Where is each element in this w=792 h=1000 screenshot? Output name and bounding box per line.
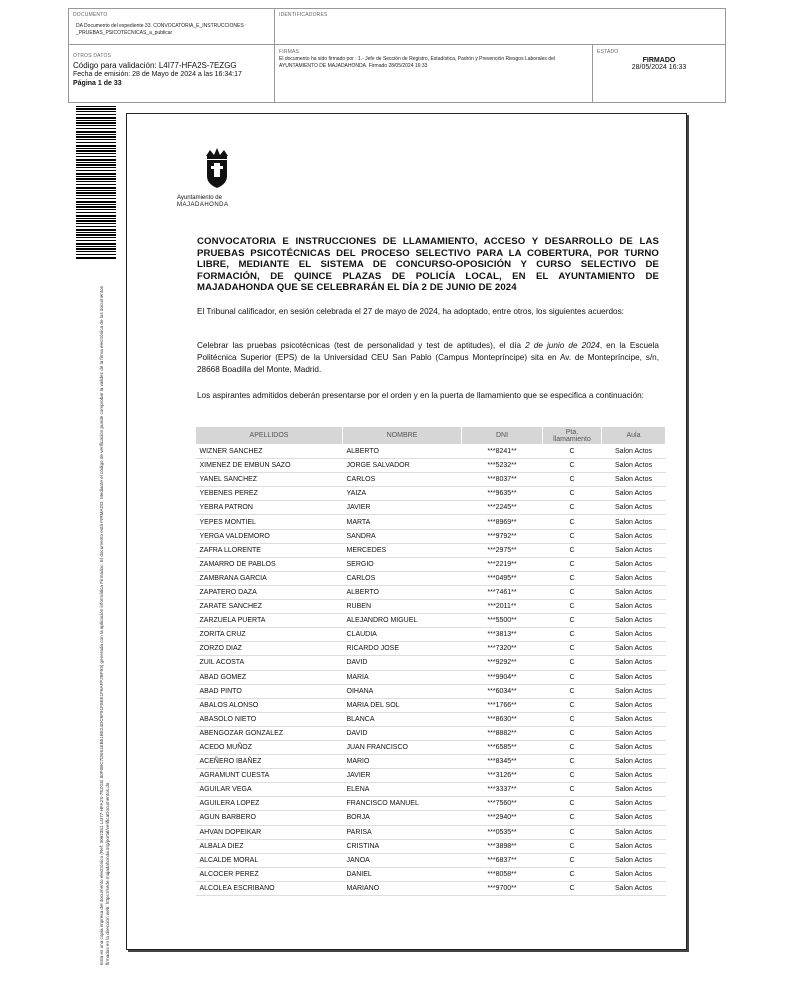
documento-text: DA Documento del expediente 33. CONVOCATORIA_E_INSTRUCCIONES _PRUEBAS_PSICOTÉCNICAS_a_publicar	[76, 23, 244, 36]
cell-dni: ***2245**	[462, 501, 543, 515]
cell-apellidos: ABENGOZAR GONZALEZ	[196, 726, 343, 740]
identificadores-cell	[275, 9, 725, 45]
cell-dni: ***9792**	[462, 529, 543, 543]
logo-line2: MAJADAHONDA	[177, 202, 229, 208]
cell-nombre: RICARDO JOSE	[343, 642, 462, 656]
table-row	[196, 712, 666, 726]
cell-aula: Salon Actos	[602, 600, 666, 614]
cell-nombre: DAVID	[343, 726, 462, 740]
cell-nombre: MARIO	[343, 755, 462, 769]
cell-aula: Salon Actos	[602, 473, 666, 487]
cell-nombre: JAVIER	[343, 769, 462, 783]
table-row	[196, 867, 666, 881]
cell-dni: ***8058**	[462, 867, 543, 881]
cell-nombre: CRISTINA	[343, 839, 462, 853]
col-dni: DNI	[462, 427, 543, 445]
cell-puerta: C	[543, 614, 602, 628]
cell-aula: Salon Actos	[602, 684, 666, 698]
barcode-image	[76, 106, 116, 259]
otros-datos-label: OTROS DATOS	[73, 53, 112, 59]
table-row	[196, 642, 666, 656]
cell-dni: ***3126**	[462, 769, 543, 783]
cell-aula: Salon Actos	[602, 881, 666, 895]
cell-nombre: MARTA	[343, 515, 462, 529]
municipal-logo	[177, 146, 257, 209]
cell-nombre: MARIA DEL SOL	[343, 698, 462, 712]
cell-puerta: C	[543, 853, 602, 867]
table-row	[196, 543, 666, 557]
cell-nombre: DAVID	[343, 656, 462, 670]
cell-puerta: C	[543, 684, 602, 698]
cell-apellidos: ZAFRA LLORENTE	[196, 543, 343, 557]
estado-cell	[593, 45, 725, 102]
cell-dni: ***8630**	[462, 712, 543, 726]
cell-dni: ***2011**	[462, 600, 543, 614]
cell-puerta: C	[543, 571, 602, 585]
cell-dni: ***8969**	[462, 515, 543, 529]
cell-puerta: C	[543, 881, 602, 895]
cell-aula: Salon Actos	[602, 529, 666, 543]
cell-apellidos: WIZNER SANCHEZ	[196, 445, 343, 459]
cell-aula: Salon Actos	[602, 459, 666, 473]
cell-apellidos: ACEDO MUÑOZ	[196, 740, 343, 754]
table-row	[196, 614, 666, 628]
cell-apellidos: ALBALA DIEZ	[196, 839, 343, 853]
candidates-table	[195, 426, 666, 896]
cell-dni: ***1766**	[462, 698, 543, 712]
table-row	[196, 797, 666, 811]
cell-apellidos: YANEL SANCHEZ	[196, 473, 343, 487]
cell-aula: Salon Actos	[602, 726, 666, 740]
cell-puerta: C	[543, 867, 602, 881]
cell-puerta: C	[543, 515, 602, 529]
table-row	[196, 501, 666, 515]
cell-apellidos: ABAD PINTO	[196, 684, 343, 698]
col-nombre: NOMBRE	[343, 427, 462, 445]
cell-nombre: JUAN FRANCISCO	[343, 740, 462, 754]
cell-nombre: ELENA	[343, 783, 462, 797]
table-row	[196, 571, 666, 585]
paragraph-celebrar	[197, 340, 659, 376]
cell-dni: ***2975**	[462, 543, 543, 557]
cell-dni: ***2940**	[462, 811, 543, 825]
estado-date: 28/05/2024 16:33	[631, 64, 687, 71]
cell-apellidos: XIMENEZ DE EMBUN SAZO	[196, 459, 343, 473]
firmas-label: FIRMAS	[279, 49, 300, 55]
emission-date: Fecha de emisión: 28 de Mayo de 2024 a las 16:34:17	[73, 71, 242, 78]
cell-dni: ***9700**	[462, 881, 543, 895]
cell-apellidos: ZAMBRANA GARCIA	[196, 571, 343, 585]
cell-nombre: SANDRA	[343, 529, 462, 543]
logo-line1: Ayuntamiento de	[177, 195, 222, 201]
table-row	[196, 769, 666, 783]
cell-aula: Salon Actos	[602, 656, 666, 670]
cell-dni: ***8241**	[462, 445, 543, 459]
paragraph-tribunal: El Tribunal calificador, en sesión celebrada el 27 de mayo de 2024, ha adoptado, entre otros, los siguientes acuerdos:	[197, 307, 624, 316]
cell-aula: Salon Actos	[602, 825, 666, 839]
cell-aula: Salon Actos	[602, 698, 666, 712]
table-row	[196, 783, 666, 797]
cell-dni: ***8037**	[462, 473, 543, 487]
paragraph-celebrar-b: , en la Escuela Politécnica Superior (EPS) de la Universidad CEU San Pablo (Campus Montepríncipe) sita en Av. de Montepríncipe, s/n, 28668 Boadilla del Monte, Madrid.	[197, 341, 659, 374]
cell-apellidos: AGRAMUNT CUESTA	[196, 769, 343, 783]
validation-code: Código para validación: L4I77-HFA2S-7EZGG	[73, 61, 237, 70]
cell-dni: ***6585**	[462, 740, 543, 754]
cell-nombre: ALBERTO	[343, 445, 462, 459]
table-row	[196, 459, 666, 473]
cell-dni: ***6034**	[462, 684, 543, 698]
cell-puerta: C	[543, 459, 602, 473]
estado-label: ESTADO	[597, 49, 619, 55]
cell-apellidos: ZORITA CRUZ	[196, 628, 343, 642]
cell-dni: ***2219**	[462, 557, 543, 571]
cell-puerta: C	[543, 501, 602, 515]
col-aula: Aula	[602, 427, 666, 445]
cell-dni: ***9292**	[462, 656, 543, 670]
cell-aula: Salon Actos	[602, 501, 666, 515]
cell-puerta: C	[543, 642, 602, 656]
table-row	[196, 585, 666, 599]
cell-aula: Salon Actos	[602, 712, 666, 726]
cell-puerta: C	[543, 585, 602, 599]
cell-puerta: C	[543, 628, 602, 642]
cell-puerta: C	[543, 740, 602, 754]
cell-dni: ***3898**	[462, 839, 543, 853]
table-row	[196, 487, 666, 501]
table-row	[196, 726, 666, 740]
col-puerta: Pta. llamamiento	[543, 427, 602, 445]
cell-puerta: C	[543, 487, 602, 501]
cell-aula: Salon Actos	[602, 557, 666, 571]
cell-nombre: ALEJANDRO MIGUEL	[343, 614, 462, 628]
cell-nombre: JAVIER	[343, 501, 462, 515]
cell-puerta: C	[543, 473, 602, 487]
cell-puerta: C	[543, 445, 602, 459]
cell-apellidos: YEPES MONTIEL	[196, 515, 343, 529]
crown-shield-icon	[200, 146, 234, 190]
cell-dni: ***3813**	[462, 628, 543, 642]
table-row	[196, 670, 666, 684]
cell-nombre: BLANCA	[343, 712, 462, 726]
cell-apellidos: ZORZO DIAZ	[196, 642, 343, 656]
cell-aula: Salon Actos	[602, 585, 666, 599]
cell-apellidos: ZUIL ACOSTA	[196, 656, 343, 670]
cell-apellidos: ALCOLEA ESCRIBANO	[196, 881, 343, 895]
cell-nombre: BORJA	[343, 811, 462, 825]
cell-dni: ***3337**	[462, 783, 543, 797]
cell-apellidos: ZAMARRO DE PABLOS	[196, 557, 343, 571]
documento-label: DOCUMENTO	[73, 12, 108, 18]
table-row	[196, 839, 666, 853]
table-row	[196, 656, 666, 670]
table-header-row	[196, 427, 666, 445]
table-row	[196, 529, 666, 543]
table-row	[196, 557, 666, 571]
cell-nombre: YAIZA	[343, 487, 462, 501]
cell-nombre: MARIA	[343, 670, 462, 684]
cell-aula: Salon Actos	[602, 783, 666, 797]
table-row	[196, 740, 666, 754]
cell-aula: Salon Actos	[602, 445, 666, 459]
table-row	[196, 684, 666, 698]
cell-apellidos: ZAPATERO DAZA	[196, 585, 343, 599]
cell-nombre: OIHANA	[343, 684, 462, 698]
cell-dni: ***9904**	[462, 670, 543, 684]
table-row	[196, 825, 666, 839]
cell-aula: Salon Actos	[602, 642, 666, 656]
page-count: Página 1 de 33	[73, 80, 122, 87]
cell-nombre: JANOA	[343, 853, 462, 867]
cell-apellidos: YERGA VALDEMORO	[196, 529, 343, 543]
cell-aula: Salon Actos	[602, 867, 666, 881]
cell-nombre: CARLOS	[343, 571, 462, 585]
cell-nombre: FRANCISCO MANUEL	[343, 797, 462, 811]
cell-nombre: RUBEN	[343, 600, 462, 614]
cell-aula: Salon Actos	[602, 543, 666, 557]
cell-aula: Salon Actos	[602, 628, 666, 642]
col-apellidos: APELLIDOS	[196, 427, 343, 445]
cell-aula: Salon Actos	[602, 571, 666, 585]
cell-puerta: C	[543, 600, 602, 614]
cell-puerta: C	[543, 755, 602, 769]
cell-aula: Salon Actos	[602, 853, 666, 867]
cell-aula: Salon Actos	[602, 487, 666, 501]
cell-nombre: CLAUDIA	[343, 628, 462, 642]
firmas-cell	[275, 45, 593, 102]
cell-apellidos: ALCALDE MORAL	[196, 853, 343, 867]
table-row	[196, 853, 666, 867]
documento-cell	[69, 9, 275, 45]
cell-aula: Salon Actos	[602, 839, 666, 853]
cell-aula: Salon Actos	[602, 614, 666, 628]
cell-aula: Salon Actos	[602, 755, 666, 769]
cell-puerta: C	[543, 839, 602, 853]
cell-apellidos: ZARZUELA PUERTA	[196, 614, 343, 628]
paragraph-aspirantes: Los aspirantes admitidos deberán presentarse por el orden y en la puerta de llamamiento que se especifica a continuación:	[197, 391, 644, 400]
document-header	[68, 8, 726, 103]
cell-dni: ***8345**	[462, 755, 543, 769]
table-row	[196, 515, 666, 529]
cell-apellidos: ABALOS ALONSO	[196, 698, 343, 712]
cell-puerta: C	[543, 656, 602, 670]
cell-dni: ***8882**	[462, 726, 543, 740]
firmas-text: El documento ha sido firmado por : 1.- Jefe de Sección de Registro, Estadística, Padrón y Prevención Riesgos Laborales del AYUNTAMIENTO DE MAJADAHONDA. Firmado 28/05/2024 16:33	[279, 56, 555, 69]
cell-nombre: MARIANO	[343, 881, 462, 895]
cell-dni: ***0535**	[462, 825, 543, 839]
cell-apellidos: AGUILERA LOPEZ	[196, 797, 343, 811]
cell-apellidos: YEBRA PATRON	[196, 501, 343, 515]
cell-apellidos: ABAD GOMEZ	[196, 670, 343, 684]
cell-apellidos: ABASOLO NIETO	[196, 712, 343, 726]
cell-aula: Salon Actos	[602, 740, 666, 754]
cell-apellidos: AHVAN DOPEIKAR	[196, 825, 343, 839]
cell-puerta: C	[543, 712, 602, 726]
cell-dni: ***0495**	[462, 571, 543, 585]
cell-aula: Salon Actos	[602, 797, 666, 811]
table-row	[196, 698, 666, 712]
cell-puerta: C	[543, 726, 602, 740]
cell-apellidos: ALCOCER PEREZ	[196, 867, 343, 881]
cell-dni: ***9635**	[462, 487, 543, 501]
cell-apellidos: ZARATE SANCHEZ	[196, 600, 343, 614]
document-page	[126, 113, 687, 950]
verification-side-text: Esta es una copia impresa del documento electrónico (Ref: 3062351 L4I77-HFA2S-7EZGG 80F0BC7DE61EB51BE24DC6F91F5EE1F6AFF2BF59) generada con la aplicación informática Firmadoc. El documento está FIRMADO. Mediante el código de verificación puede comprobar la validez de la firma electrónica de los documentos firmados en la dirección web: https://sede.majadahonda.org/portal/verificaDocumentos.do	[99, 286, 110, 965]
cell-nombre: PARISA	[343, 825, 462, 839]
cell-dni: ***5232**	[462, 459, 543, 473]
cell-nombre: ALBERTO	[343, 585, 462, 599]
document-title: CONVOCATORIA E INSTRUCCIONES DE LLAMAMIENTO, ACCESO Y DESARROLLO DE LAS PRUEBAS PSICOTÉCNICAS DEL PROCESO SELECTIVO PARA LA COBERTURA, POR TURNO LIBRE, MEDIANTE EL SISTEMA DE CONCURSO-OPOSICIÓN Y CURSO SELECTIVO DE FORMACIÓN, DE QUINCE PLAZAS DE POLICÍA LOCAL, EN EL AYUNTAMIENTO DE MAJADAHONDA QUE SE CELEBRARÁN EL DÍA 2 DE JUNIO DE 2024	[197, 236, 659, 293]
cell-dni: ***7461**	[462, 585, 543, 599]
cell-nombre: CARLOS	[343, 473, 462, 487]
cell-aula: Salon Actos	[602, 769, 666, 783]
cell-nombre: JORGE SALVADOR	[343, 459, 462, 473]
table-row	[196, 811, 666, 825]
cell-nombre: DANIEL	[343, 867, 462, 881]
cell-apellidos: YEBENES PEREZ	[196, 487, 343, 501]
table-body	[196, 445, 666, 896]
cell-aula: Salon Actos	[602, 811, 666, 825]
paragraph-celebrar-a: Celebrar las pruebas psicotécnicas (test de personalidad y test de aptitudes), el día	[197, 341, 526, 350]
cell-puerta: C	[543, 529, 602, 543]
cell-puerta: C	[543, 783, 602, 797]
cell-puerta: C	[543, 769, 602, 783]
cell-aula: Salon Actos	[602, 515, 666, 529]
cell-apellidos: AGUILAR VEGA	[196, 783, 343, 797]
otros-datos-cell	[69, 45, 275, 102]
cell-dni: ***6837**	[462, 853, 543, 867]
cell-aula: Salon Actos	[602, 670, 666, 684]
cell-puerta: C	[543, 797, 602, 811]
cell-apellidos: AGUN BARBERO	[196, 811, 343, 825]
estado-value: FIRMADO	[642, 57, 676, 64]
cell-puerta: C	[543, 811, 602, 825]
cell-puerta: C	[543, 543, 602, 557]
cell-nombre: MERCEDES	[343, 543, 462, 557]
cell-puerta: C	[543, 825, 602, 839]
table-row	[196, 628, 666, 642]
cell-nombre: SERGIO	[343, 557, 462, 571]
identificadores-label: IDENTIFICADORES	[279, 12, 328, 18]
cell-dni: ***7320**	[462, 642, 543, 656]
table-row	[196, 755, 666, 769]
paragraph-celebrar-date: 2 de junio de 2024	[525, 341, 600, 350]
cell-apellidos: ACEÑERO IBAÑEZ	[196, 755, 343, 769]
table-row	[196, 600, 666, 614]
cell-puerta: C	[543, 557, 602, 571]
table-row	[196, 881, 666, 895]
table-row	[196, 445, 666, 459]
cell-dni: ***5500**	[462, 614, 543, 628]
cell-dni: ***7560**	[462, 797, 543, 811]
table-row	[196, 473, 666, 487]
cell-puerta: C	[543, 670, 602, 684]
cell-puerta: C	[543, 698, 602, 712]
